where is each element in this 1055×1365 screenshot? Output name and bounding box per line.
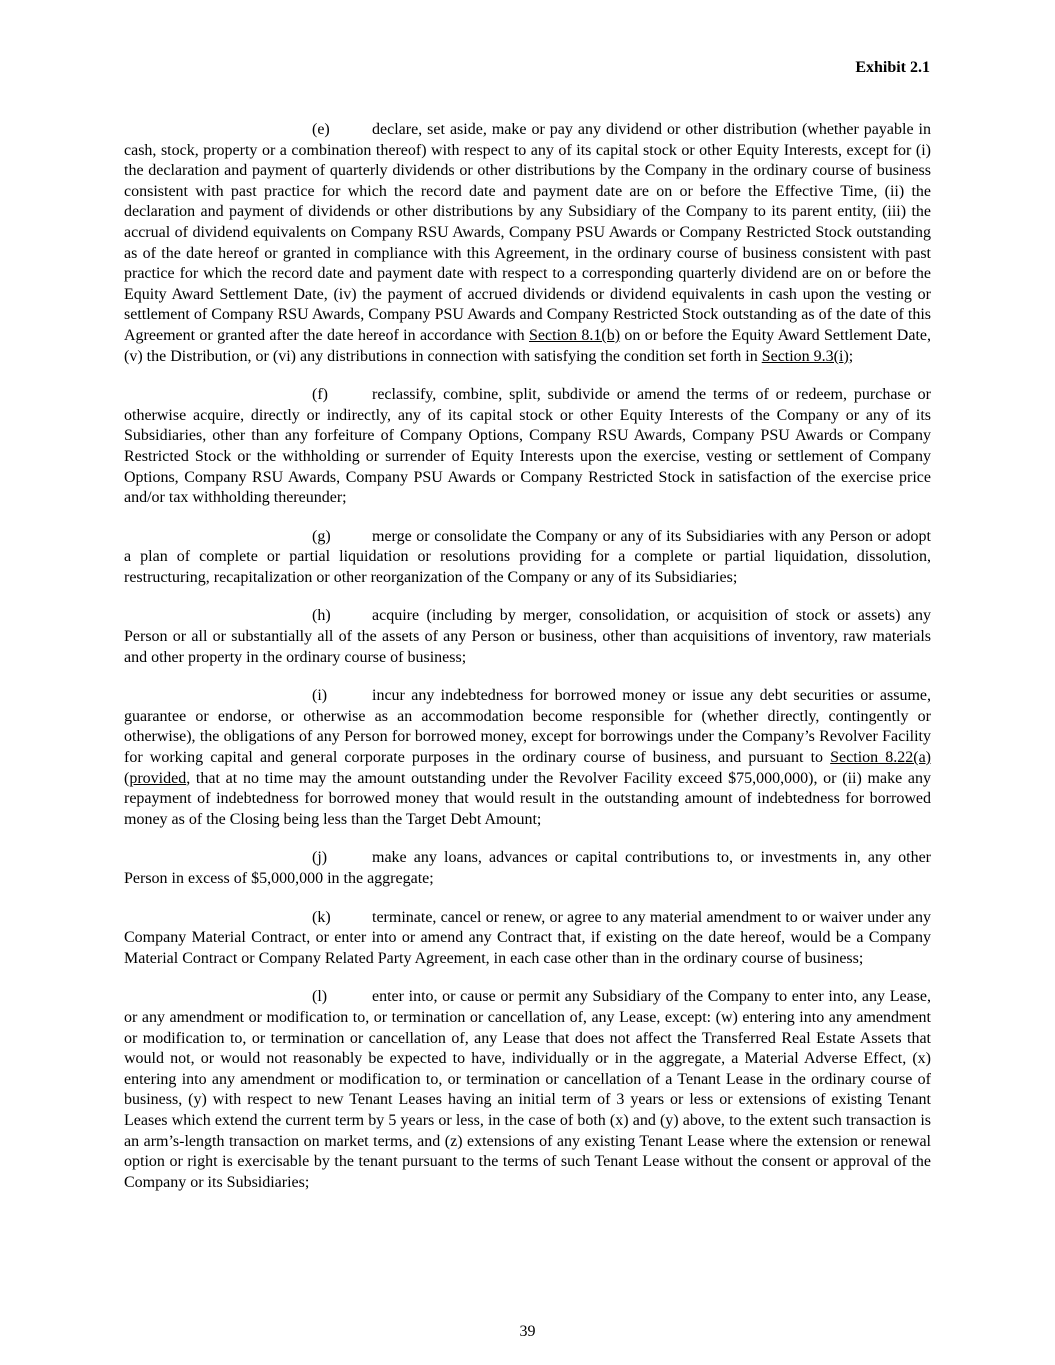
page-number: 39: [519, 1323, 536, 1340]
document-body: [124, 120, 931, 1211]
clause-text: declare, set aside, make or pay any dividend or other distribution (whether payable in cash, stock, property or a combination thereof) with respect to any of its capital stock or other Equity Interests, except for (i) the declaration and payment of quarterly dividends or other distributions by the Company in the ordinary course of business consistent with past practice for which the record date and payment date are on or before the Effective Time, (ii) the declaration and payment of dividends or other distributions by any Subsidiary of the Company to its parent entity, (iii) the accrual of dividend equivalents on Company RSU Awards, Company PSU Awards or Company Restricted Stock outstanding as of the date hereof or granted in compliance with this Agreement, in the ordinary course of business consistent with past practice for which the record date and payment date with respect to a corresponding quarterly dividend are on or before the Equity Award Settlement Date, (iv) the payment of accrued dividends or dividend equivalents in cash upon the vesting or settlement of Company RSU Awards, Company PSU Awards and Company Restricted Stock outstanding as of the date of this Agreement or granted after the date hereof in accordance with: [124, 121, 931, 344]
clause-paragraph: [124, 385, 931, 509]
clause-paragraph: [124, 606, 931, 668]
clause-label: (e): [312, 121, 330, 138]
clause-text: enter into, or cause or permit any Subsidiary of the Company to enter into, any Lease, or any amendment or modification to, or termination or cancellation of, any Lease, except: (w) entering into any amendment or modification to, or termination or cancellation of, any Lease that does not affect the Transferred Real Estate Assets that would not, or would not reasonably be expected to have, individually or in the aggregate, a Material Adverse Effect, (x) entering into any amendment or modification to, or termination or cancellation of a Tenant Lease in the ordinary course of business, (y) with respect to new Tenant Leases having an initial term of 3 years or less or extensions of existing Tenant Leases which extend the current term by 5 years or less, in the case of both (x) and (y) above, to the extent such transaction is an arm’s-length transaction on market terms, and (z) extensions of any existing Tenant Lease where the extension or renewal option or right is exercisable by the tenant pursuant to the terms of such Tenant Lease without the consent or approval of the Company or its Subsidiaries;: [124, 988, 931, 1191]
section-reference: Section 8.22(a): [830, 749, 932, 767]
clause-label: (f): [312, 386, 328, 404]
clause-text: merge or consolidate the Company or any of its Subsidiaries with any Person or adopt a plan of complete or partial liquidation or resolutions providing for a complete or partial liquidation, dissolution, restructuring, recapitalization or other reorganization of the Company or any of its Subsidiaries;: [124, 527, 931, 586]
clause-text: incur any indebtedness for borrowed money or issue any debt securities or assume, guarantee or endorse, or otherwise as an accommodation become responsible for (whether directly, contingently or otherwise), the obligations of any Person for borrowed money, except for borrowings under the Company’s Revolver Facility for working capital and general corporate purposes in the ordinary course of business, and pursuant to: [124, 687, 931, 767]
clause-label: (l): [312, 988, 328, 1006]
clause-paragraph: [124, 987, 931, 1193]
clause-label: (h): [312, 607, 331, 625]
exhibit-label: Exhibit 2.1: [855, 59, 930, 76]
clause-text: acquire (including by merger, consolidation, or acquisition of stock or assets) any Person or all or substantially all of the assets of any Person or business, other than acquisitions of inventory, raw materials and other property in the ordinary course of business;: [124, 607, 931, 666]
clause-paragraph: [124, 120, 931, 367]
clause-label: (k): [312, 908, 331, 926]
section-reference: provided: [129, 769, 187, 787]
clause-text: ;: [848, 347, 854, 365]
clause-label: (i): [312, 687, 328, 705]
section-reference: Section 8.1(b): [529, 326, 621, 344]
clause-label: (g): [312, 527, 331, 545]
section-reference: Section 9.3(i): [761, 347, 849, 365]
clause-text: make any loans, advances or capital contributions to, or investments in, any other Person in excess of $5,000,000 in the aggregate;: [124, 849, 931, 887]
clause-text: reclassify, combine, split, subdivide or amend the terms of or redeem, purchase or otherwise acquire, directly or indirectly, any of its capital stock or other Equity Interests of the Company or any of its Subsidiaries, other than any forfeiture of Company Options, Company RSU Awards, Company PSU Awards or Company Restricted Stock or the withholding or surrender of Equity Interests upon the exercise, vesting or settlement of Company Options, Company RSU Awards, Company PSU Awards or Company Restricted Stock in satisfaction of the exercise price and/or tax withholding thereunder;: [124, 386, 931, 507]
clause-paragraph: [124, 527, 931, 589]
clause-paragraph: [124, 848, 931, 889]
clause-text: (: [124, 769, 130, 787]
clause-text: terminate, cancel or renew, or agree to any material amendment to or waiver under any Company Material Contract, or enter into or amend any Contract that, if existing on the date hereof, would be a Company Material Contract or Company Related Party Agreement, in each case other than in the ordinary course of business;: [124, 908, 931, 967]
clause-text: , that at no time may the amount outstanding under the Revolver Facility exceed $75,000,000), or (ii) make any repayment of indebtedness for borrowed money that would result in the outstanding amount of indebtedness for borrowed money as of the Closing being less than the Target Debt Amount;: [124, 769, 931, 828]
clause-text: on or before the Equity Award Settlement Date, (v) the Distribution, or (vi) any distributions in connection with satisfying the condition set forth in: [124, 326, 932, 365]
clause-paragraph: [124, 908, 931, 970]
clause-label: (j): [312, 849, 328, 867]
clause-paragraph: [124, 686, 931, 830]
